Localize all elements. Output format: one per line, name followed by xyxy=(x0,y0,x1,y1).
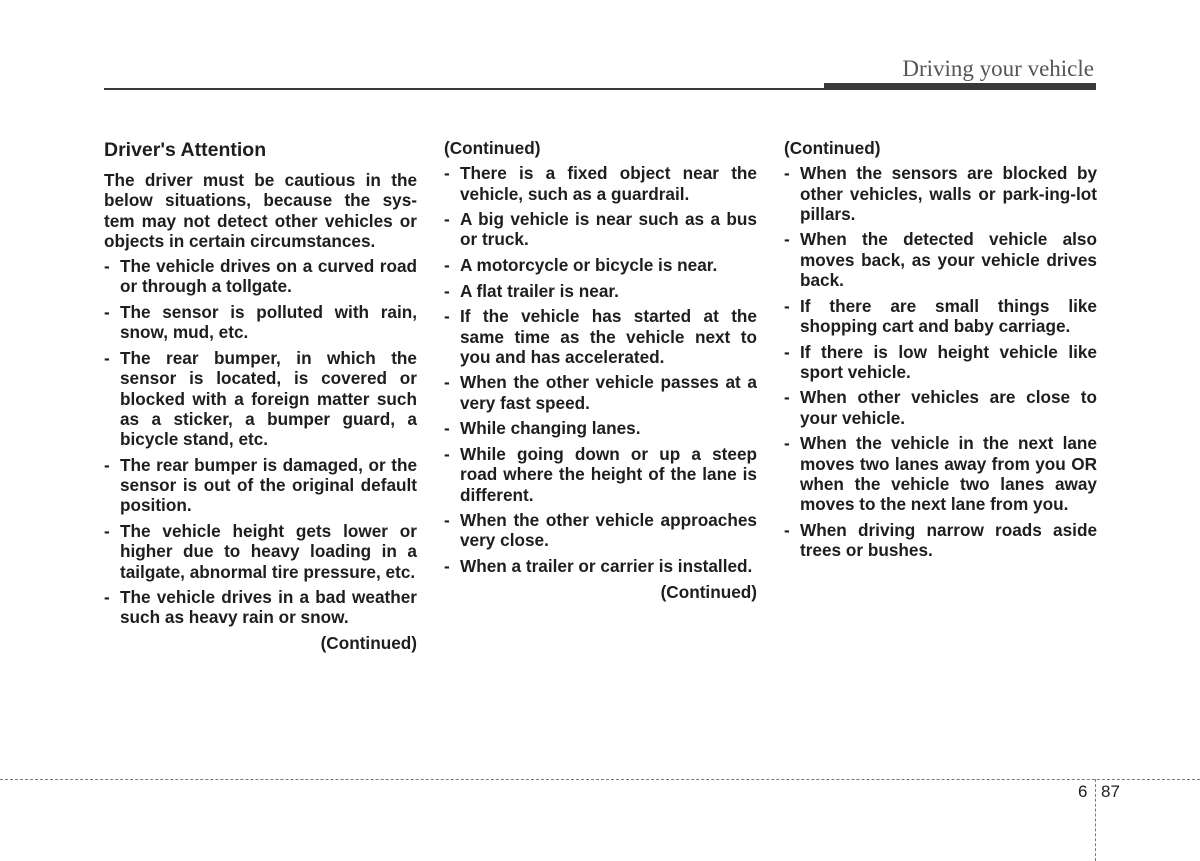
list-item: - The sensor is polluted with rain, snow, mud, etc. xyxy=(104,302,417,343)
section-heading: Driver's Attention xyxy=(104,139,267,161)
bullet-list xyxy=(784,163,1097,560)
list-item: - If there are small things like shopping cart and baby carriage. xyxy=(784,296,1097,337)
chapter-number: 6 xyxy=(1078,782,1088,801)
footer-dashed-rule xyxy=(0,779,1200,780)
continued-label: (Continued) xyxy=(660,581,757,602)
list-item: - The vehicle drives on a curved road or through a tollgate. xyxy=(104,256,417,297)
list-item: - The vehicle drives in a bad weather such as heavy rain or snow. xyxy=(104,587,417,628)
list-item: - A motorcycle or bicycle is near. xyxy=(444,255,757,275)
intro-paragraph: The driver must be cautious in the below situations, because the sys-tem may not detect other vehicles or objects in certain circumstances. xyxy=(104,170,417,251)
list-item: - When driving narrow roads aside trees or bushes. xyxy=(784,520,1097,561)
continued-label: (Continued) xyxy=(784,138,881,158)
list-item: - When other vehicles are close to your vehicle. xyxy=(784,387,1097,428)
list-item: - A flat trailer is near. xyxy=(444,281,757,301)
list-item: - When the vehicle in the next lane moves two lanes away from you OR when the vehicle two lanes away moves to the next lane from you. xyxy=(784,433,1097,514)
list-item: - When the detected vehicle also moves back, as your vehicle drives back. xyxy=(784,229,1097,290)
section-title: Driving your vehicle xyxy=(902,56,1094,81)
bullet-list xyxy=(444,163,757,576)
list-item: - The rear bumper is damaged, or the sensor is out of the original default position. xyxy=(104,455,417,516)
list-item: - There is a fixed object near the vehicle, such as a guardrail. xyxy=(444,163,757,204)
header-rule-thin xyxy=(104,88,824,90)
list-item: - When the other vehicle approaches very close. xyxy=(444,510,757,551)
list-item: - A big vehicle is near such as a bus or truck. xyxy=(444,209,757,250)
continued-label: (Continued) xyxy=(444,138,541,158)
list-item: - While changing lanes. xyxy=(444,418,757,438)
bullet-list xyxy=(104,256,417,628)
list-item: - If the vehicle has started at the same time as the vehicle next to you and has accelerated. xyxy=(444,306,757,367)
list-item: - While going down or up a steep road where the height of the lane is different. xyxy=(444,444,757,505)
list-item: - The vehicle height gets lower or higher due to heavy loading in a tailgate, abnormal tire pressure, etc. xyxy=(104,521,417,582)
continued-label: (Continued) xyxy=(320,633,417,654)
page-number: 87 xyxy=(1101,782,1120,801)
column-1 xyxy=(104,138,417,653)
list-item: - The rear bumper, in which the sensor is located, is covered or blocked with a foreign matter such as a sticker, a bumper guard, a bicycle stand, etc. xyxy=(104,348,417,449)
header-rule-thick xyxy=(824,83,1096,90)
list-item: - When the other vehicle passes at a very fast speed. xyxy=(444,372,757,413)
list-item: - If there is low height vehicle like sport vehicle. xyxy=(784,342,1097,383)
footer-dashed-divider xyxy=(1095,779,1096,861)
column-3 xyxy=(784,138,1097,566)
list-item: - When a trailer or carrier is installed. xyxy=(444,556,757,576)
column-2 xyxy=(444,138,757,602)
list-item: - When the sensors are blocked by other vehicles, walls or park-ing-lot pillars. xyxy=(784,163,1097,224)
